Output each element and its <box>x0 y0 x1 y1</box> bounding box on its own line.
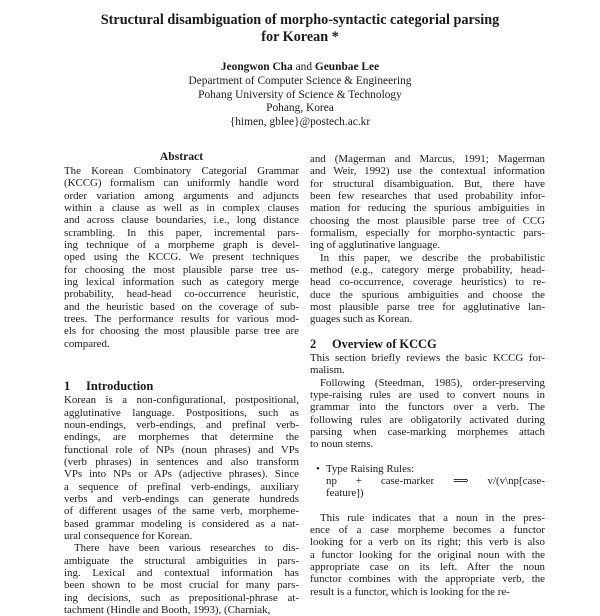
text-line: compared. <box>64 337 110 350</box>
text-line: been shown to be most crucial for many pars- <box>64 579 299 592</box>
text-line: a functor looking for the original noun with the <box>310 548 545 561</box>
text-line: and Weir, 1992) use the contextual information <box>310 165 545 178</box>
text-line: This rule indicates that a noun in the pres- <box>320 511 545 524</box>
text-line: order variation among arguments and adjuncts <box>64 189 299 202</box>
section-title: Introduction <box>86 379 154 394</box>
text-line: choosing the most plausible parse tree of CCG <box>310 214 545 227</box>
text-line: looking for a verb on its right; this verb is also <box>310 536 545 549</box>
text-line: ing of agglutinative language. <box>310 239 441 252</box>
text-line: ing decisions, such as prepositional-phrase at- <box>64 591 299 604</box>
text-line: In this paper, we describe the probabilistic <box>320 251 545 264</box>
text-line: ambiguate the structural ambiguities in pars- <box>64 554 299 567</box>
abstract-body <box>64 165 299 350</box>
right-column <box>310 153 545 598</box>
text-line: of different usages of the same verb, morpheme- <box>64 505 299 518</box>
text-line: VPs into NPs or APs (adjective phrases). Since <box>64 468 299 481</box>
bullet-icon: • <box>316 462 320 475</box>
text-line: and across clause boundaries, i.e., long distance <box>64 214 299 227</box>
text-line: ural consequence for Korean. <box>64 529 193 542</box>
section-1-heading <box>64 378 299 394</box>
section-number: 2 <box>310 336 317 351</box>
text-line: parsing when case-marking morphemes attach <box>310 425 545 438</box>
text-line: There have been various researches to dis- <box>74 542 299 555</box>
paragraph <box>310 377 545 451</box>
text-line: (verb phrases) in sentences and also transform <box>64 455 299 468</box>
text-line: The Korean Combinatory Categorial Grammar <box>64 165 299 177</box>
text-line: scrambling. In this paper, incremental pars- <box>64 226 299 239</box>
rule-continuation: feature]) <box>326 487 364 500</box>
spacer <box>64 350 299 378</box>
intro-paragraph-2 <box>64 542 299 616</box>
affiliation-university: Pohang University of Science & Technology <box>198 89 402 101</box>
text-line: This section briefly reviews the basic KCCG for- <box>310 351 545 364</box>
spacer <box>310 326 545 336</box>
text-line: agglutinative language. Postpositions, such as <box>64 406 299 419</box>
rule-rhs: v/(v\np[case- <box>487 474 545 487</box>
left-column <box>64 150 299 616</box>
text-line: following rules are obligatorily activated during <box>310 413 545 426</box>
text-line: duce the spurious ambiguities and choose the <box>310 288 545 301</box>
rule-line <box>326 475 545 487</box>
text-line: Korean is a non-configurational, postpositional, <box>64 394 299 407</box>
rule-arrow: ⟹ <box>453 474 469 487</box>
text-line: ing. Lexical and contextual information has <box>64 566 299 579</box>
text-line: based grammar modeling is considered as a nat- <box>64 517 299 530</box>
text-line: oped using the KCCG. We present techniques <box>64 251 299 264</box>
text-line: head co-occurrence, coverage heuristics) to re- <box>310 276 545 289</box>
text-line: endings, are morphemes that determine the <box>64 431 299 444</box>
author-1: Jeongwon Cha <box>220 61 293 73</box>
text-line: guages such as Korean. <box>310 313 413 326</box>
text-line: most plausible parse tree for agglutinative lan- <box>310 301 545 314</box>
spacer <box>310 500 545 512</box>
bullet-label: Type Raising Rules: <box>326 462 415 475</box>
text-line: trees. The performance results for various mod- <box>64 313 299 326</box>
section-title: Overview of KCCG <box>332 336 437 351</box>
affiliation-department: Department of Computer Science & Engineering <box>188 75 412 87</box>
text-line: (KCCG) formalism can uniformly handle word <box>64 177 299 190</box>
text-line: probability, head-head co-occurrence heuristic, <box>64 288 299 301</box>
text-line: mation for reducing the spurious ambiguities in <box>310 202 545 215</box>
text-line: ing technique of a morpheme graph is devel- <box>64 239 299 252</box>
text-line: a sequence of prefinal verb-endings, auxiliary <box>64 480 299 493</box>
text-line: grammar into the functors over a verb. The <box>310 401 545 414</box>
intro-paragraph-1 <box>64 394 299 542</box>
text-line: and (Magerman and Marcus, 1991; Magerman <box>310 153 545 165</box>
section-number: 1 <box>64 379 71 394</box>
section-2-heading <box>310 336 545 352</box>
text-line: appropriate case on its left. After the noun <box>310 560 545 573</box>
text-line: and the heuristic based on the coverage of sub- <box>64 300 299 313</box>
text-line: Following (Steedman, 1985), order-preserving <box>320 376 545 389</box>
text-line: tachment (Hindle and Booth, 1993), (Charniak, <box>64 604 271 616</box>
text-line: been few researches that used probability infor- <box>310 190 545 203</box>
text-line: ing lexical information such as category merge <box>64 276 299 289</box>
author-2: Geunbae Lee <box>314 61 380 73</box>
text-line: to noun stems. <box>310 438 374 451</box>
text-line: els for choosing the most plausible parse tree are <box>64 325 299 338</box>
text-line: verbs and verb-endings can generate hundreds <box>64 492 299 505</box>
text-line: functional role of NPs (noun phrases) and VPs <box>64 443 299 456</box>
paper-title-line-2: for Korean * <box>261 29 339 45</box>
text-line: for choosing the most plausible parse tree us- <box>64 263 299 276</box>
text-line: ence of a case morpheme becomes a functor <box>310 523 545 536</box>
paragraph <box>310 352 545 377</box>
text-line: malism. <box>310 364 345 377</box>
author-emails: {himen, gblee}@postech.ac.kr <box>229 116 371 128</box>
text-line: type-raising rules are used to convert nouns in <box>310 388 545 401</box>
type-raising-bullet <box>310 463 545 500</box>
text-line: result is a functor, which is looking for the re- <box>310 585 510 598</box>
text-line: functor combines with the appropriate verb, the <box>310 573 545 586</box>
text-line: method (e.g., category merge probability, head- <box>310 264 545 277</box>
abstract-heading: Abstract <box>159 150 204 163</box>
text-line: within a clause as well as in complex clauses <box>64 202 299 215</box>
paper-title-line-1: Structural disambiguation of morpho-syntactic categorial parsing <box>100 12 500 28</box>
text-line: noun-endings, verb-endings, and prefinal verb- <box>64 418 299 431</box>
spacer <box>310 451 545 463</box>
authors <box>0 61 600 73</box>
rule-lhs: np + case-marker <box>326 474 435 487</box>
paragraph <box>310 512 545 598</box>
text-line: for structural disambiguation. But, there have <box>310 177 545 190</box>
paragraph <box>310 153 545 252</box>
paragraph <box>310 252 545 326</box>
authors-and: and <box>295 61 313 73</box>
affiliation-location: Pohang, Korea <box>266 102 334 114</box>
text-line: formalism, especially for morpho-syntactic pars- <box>310 227 545 240</box>
